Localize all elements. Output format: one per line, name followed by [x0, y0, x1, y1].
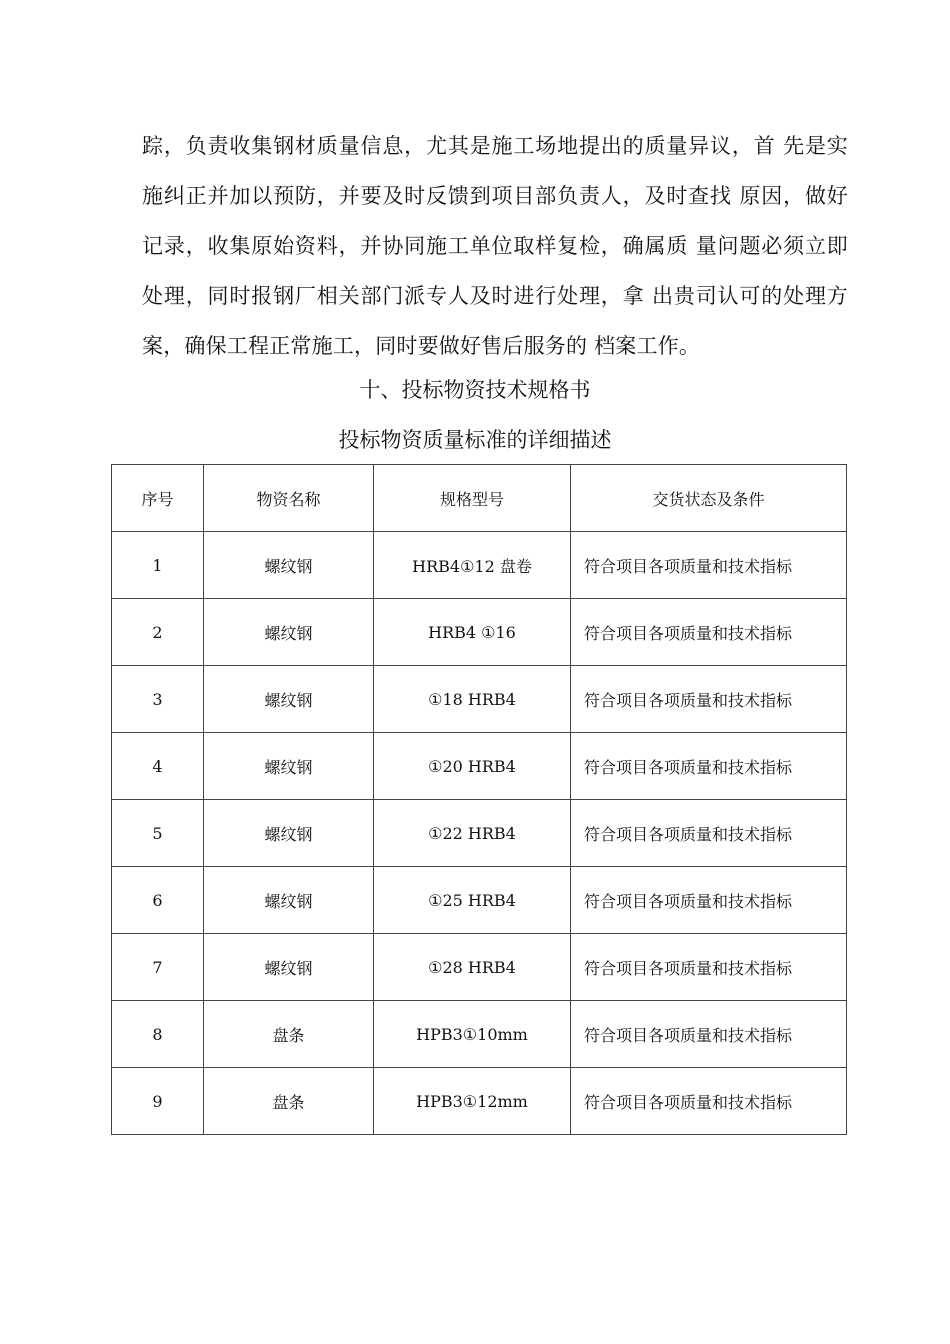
header-no: 序号 — [112, 465, 204, 532]
cell-name: 螺纹钢 — [204, 599, 374, 666]
paragraph-line: 施纠正并加以预防，并要及时反馈到项目部负责人，及时查找 原因，做好 — [142, 184, 848, 208]
cell-spec: HRB4①12 盘卷 — [374, 532, 571, 599]
table-row — [112, 532, 847, 599]
cell-name: 盘条 — [204, 1068, 374, 1135]
cell-condition: 符合项目各项质量和技术指标 — [571, 666, 847, 733]
spec-table — [111, 464, 847, 1135]
cell-spec: ①18 HRB4 — [374, 666, 571, 733]
table-row — [112, 733, 847, 800]
cell-condition: 符合项目各项质量和技术指标 — [571, 1068, 847, 1135]
cell-no: 9 — [112, 1068, 204, 1135]
table-row — [112, 867, 847, 934]
table-header-row — [112, 465, 847, 532]
table-row — [112, 599, 847, 666]
cell-spec: ①22 HRB4 — [374, 800, 571, 867]
cell-name: 螺纹钢 — [204, 867, 374, 934]
cell-condition: 符合项目各项质量和技术指标 — [571, 599, 847, 666]
cell-no: 5 — [112, 800, 204, 867]
cell-name: 螺纹钢 — [204, 532, 374, 599]
paragraph-line: 处理，同时报钢厂相关部门派专人及时进行处理，拿 出贵司认可的处理方 — [142, 284, 848, 308]
cell-condition: 符合项目各项质量和技术指标 — [571, 532, 847, 599]
paragraph-line: 案，确保工程正常施工，同时要做好售后服务的 档案工作。 — [142, 334, 701, 358]
table-row — [112, 666, 847, 733]
table-row — [112, 1068, 847, 1135]
cell-condition: 符合项目各项质量和技术指标 — [571, 733, 847, 800]
cell-spec: HRB4 ①16 — [374, 599, 571, 666]
cell-name: 螺纹钢 — [204, 800, 374, 867]
header-name: 物资名称 — [204, 465, 374, 532]
cell-no: 3 — [112, 666, 204, 733]
cell-spec: ①28 HRB4 — [374, 934, 571, 1001]
header-spec: 规格型号 — [374, 465, 571, 532]
cell-spec: ①20 HRB4 — [374, 733, 571, 800]
cell-name: 盘条 — [204, 1001, 374, 1068]
cell-no: 6 — [112, 867, 204, 934]
cell-no: 8 — [112, 1001, 204, 1068]
cell-spec: ①25 HRB4 — [374, 867, 571, 934]
body-paragraph — [142, 126, 848, 376]
section-title: 十、投标物资技术规格书 — [359, 378, 591, 402]
cell-name: 螺纹钢 — [204, 666, 374, 733]
cell-no: 2 — [112, 599, 204, 666]
paragraph-line: 记录，收集原始资料，并协同施工单位取样复检，确属质 量问题必须立即 — [142, 234, 848, 258]
cell-condition: 符合项目各项质量和技术指标 — [571, 867, 847, 934]
cell-condition: 符合项目各项质量和技术指标 — [571, 1001, 847, 1068]
cell-spec: HPB3①12mm — [374, 1068, 571, 1135]
cell-no: 7 — [112, 934, 204, 1001]
cell-condition: 符合项目各项质量和技术指标 — [571, 800, 847, 867]
table-title: 投标物资质量标准的详细描述 — [338, 428, 612, 452]
header-condition: 交货状态及条件 — [571, 465, 847, 532]
table-row — [112, 1001, 847, 1068]
cell-no: 4 — [112, 733, 204, 800]
cell-name: 螺纹钢 — [204, 733, 374, 800]
table-row — [112, 934, 847, 1001]
cell-name: 螺纹钢 — [204, 934, 374, 1001]
table-row — [112, 800, 847, 867]
cell-spec: HPB3①10mm — [374, 1001, 571, 1068]
cell-condition: 符合项目各项质量和技术指标 — [571, 934, 847, 1001]
paragraph-line: 踪，负责收集钢材质量信息，尤其是施工场地提出的质量异议，首 先是实 — [142, 134, 848, 158]
cell-no: 1 — [112, 532, 204, 599]
